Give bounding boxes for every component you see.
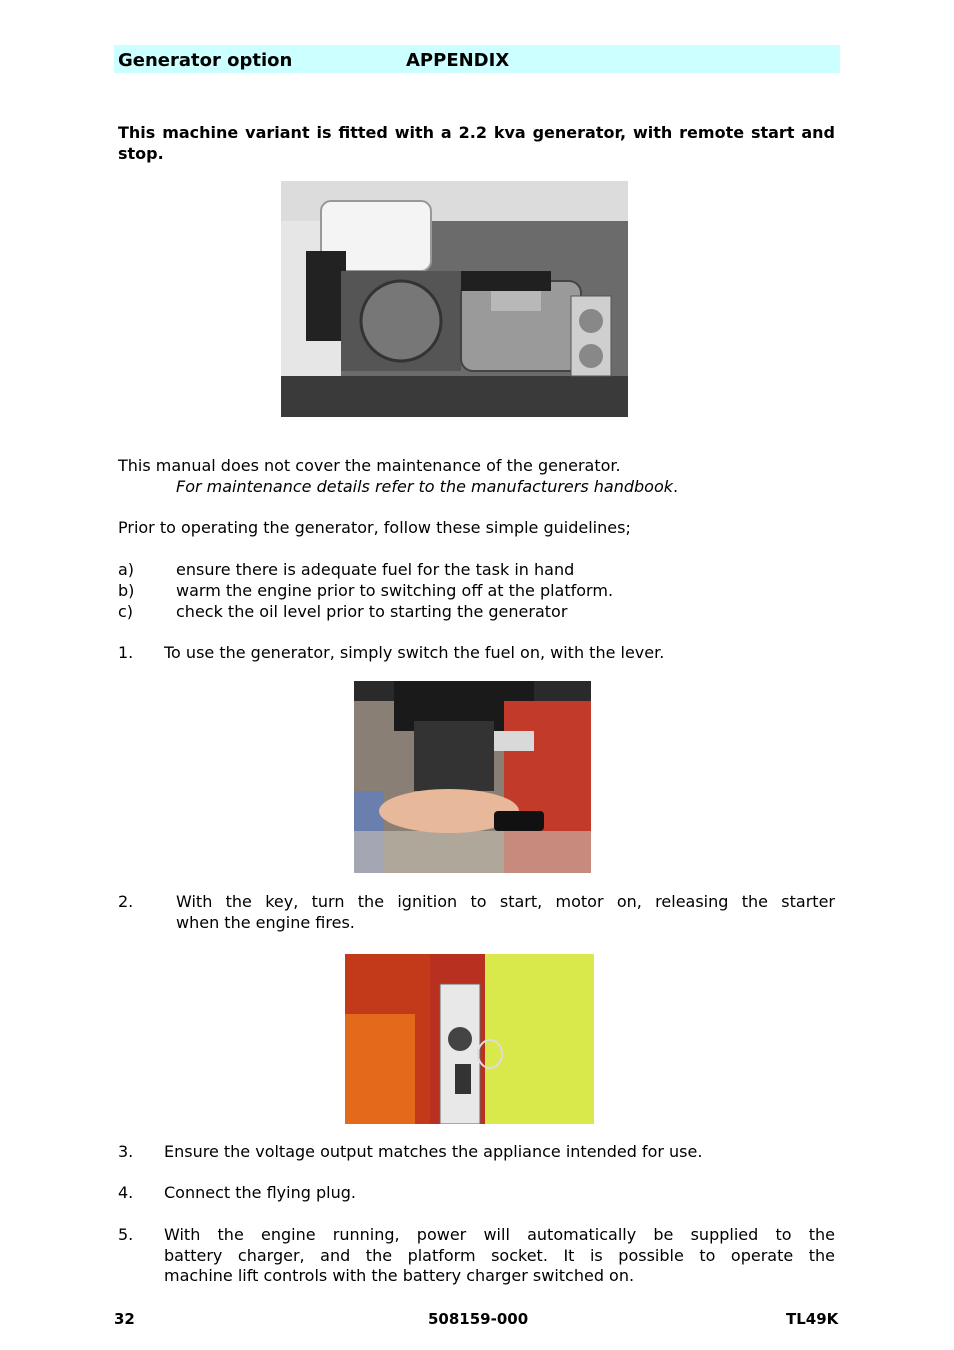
step-text: With the key, turn the ignition to start, motor on, releasing the starter (176, 892, 835, 911)
generator-image (281, 181, 628, 417)
step-number: 1. (118, 643, 134, 662)
step-number: 3. (118, 1142, 134, 1161)
step-text: Connect the flying plug. (164, 1183, 356, 1202)
intro-paragraph: This machine variant is fitted with a 2.2 kva generator, with remote start and stop. (118, 123, 835, 163)
guideline-marker: c) (118, 602, 134, 621)
guideline-marker: b) (118, 581, 135, 600)
step-number: 5. (118, 1225, 134, 1244)
section-title: Generator option (118, 50, 293, 71)
ignition-photo (345, 954, 594, 1124)
appendix-label: APPENDIX (406, 50, 510, 71)
guidelines-intro: Prior to operating the generator, follow these simple guidelines; (118, 518, 631, 537)
step-text-cont: when the engine fires. (176, 913, 355, 932)
guideline-text: ensure there is adequate fuel for the task in hand (176, 560, 575, 579)
maintenance-reference-text: For maintenance details refer to the manufacturers handbook (176, 477, 673, 496)
maintenance-note: This manual does not cover the maintenance of the generator. (118, 456, 621, 475)
guideline-marker: a) (118, 560, 135, 579)
fuel-lever-photo (354, 681, 591, 873)
step-text: With the engine running, power will automatically be supplied to the (164, 1225, 835, 1244)
maintenance-reference (176, 476, 678, 497)
step-text: Ensure the voltage output matches the appliance intended for use. (164, 1142, 703, 1161)
ignition-image (345, 954, 594, 1124)
maintenance-reference-end: . (673, 477, 679, 496)
step-text: To use the generator, simply switch the fuel on, with the lever. (164, 643, 665, 662)
fuel-lever-image (354, 681, 591, 873)
document-number: 508159-000 (428, 1310, 529, 1328)
step-text-cont: battery charger, and the platform socket. It is possible to operate the (164, 1246, 835, 1265)
page-number: 32 (114, 1310, 135, 1328)
guideline-text: warm the engine prior to switching off at the platform. (176, 581, 614, 600)
model-number: TL49K (786, 1310, 839, 1328)
guideline-text: check the oil level prior to starting the generator (176, 602, 568, 621)
generator-photo (281, 181, 628, 417)
step-number: 4. (118, 1183, 134, 1202)
step-number: 2. (118, 892, 134, 911)
step-text-cont: machine lift controls with the battery charger switched on. (164, 1266, 635, 1285)
